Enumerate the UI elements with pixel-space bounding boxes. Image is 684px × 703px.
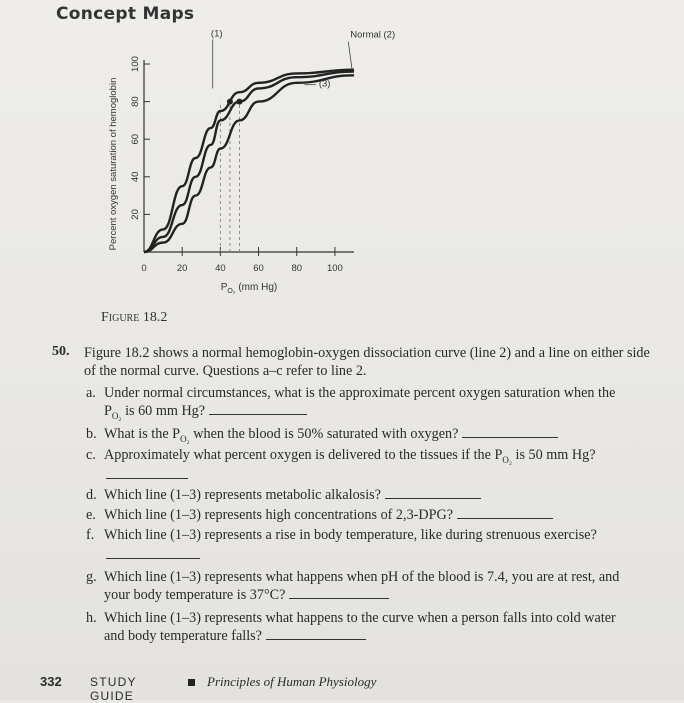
x-axis-label: [221, 282, 278, 295]
question-a-p: P: [104, 403, 112, 419]
question-h-text-2: and body temperature falls?: [104, 628, 262, 644]
x-axis-label-sub: O₂: [227, 288, 236, 295]
question-d-label: d.: [86, 487, 97, 503]
y-tick-label: 40: [130, 171, 141, 183]
y-axis-label: Percent oxygen saturation of hemoglobin: [108, 77, 119, 251]
answer-blank-h[interactable]: [266, 627, 366, 640]
question-c-text-1: Approximately what percent oxygen is delivered to the tissues if the P: [104, 447, 503, 463]
question-a-label: a.: [86, 385, 96, 401]
x-tick-label: 60: [253, 263, 264, 274]
y-tick-label: 100: [130, 56, 141, 72]
question-f: [86, 526, 597, 544]
question-f-label: f.: [86, 527, 95, 543]
figure-caption: [101, 310, 167, 326]
question-a-text-2: is 60 mm Hg?: [121, 403, 206, 419]
question-stem: Figure 18.2 shows a normal hemoglobin-oxygen dissociation curve (line 2) and a line on either side of the normal curve. Questions a–c refer to line 2.: [84, 345, 650, 379]
answer-blank-d[interactable]: [385, 486, 481, 499]
label-leader-2: [348, 42, 352, 70]
curve-normal-2: [144, 72, 354, 252]
question-b-sub: O₂: [180, 433, 190, 444]
x-tick-label: 40: [215, 263, 226, 274]
page-number: 332: [40, 674, 62, 689]
question-c-sub: O₂: [502, 454, 512, 465]
answer-blank-c[interactable]: [106, 478, 188, 479]
question-number: 50.: [52, 344, 70, 359]
question-a-cont: [104, 402, 307, 425]
question-b-text-1: What is the P: [104, 426, 181, 442]
question-b-text-2: when the blood is 50% saturated with oxygen?: [189, 426, 459, 442]
footer-guide-title: STUDY GUIDE: [90, 675, 137, 703]
question-f-text: Which line (1–3) represents a rise in body temperature, like during strenuous exercise?: [104, 527, 597, 543]
question-e-text: Which line (1–3) represents high concentrations of 2,3-DPG?: [104, 507, 454, 523]
question-h-cont: [104, 627, 366, 645]
x-tick-label: 0: [141, 263, 147, 274]
y-tick-label: 60: [130, 133, 141, 145]
question-h-label: h.: [86, 610, 97, 626]
question-g-text-1: Which line (1–3) represents what happens when pH of the blood is 7.4, you are at rest, and: [104, 569, 620, 585]
curve-marker: [227, 99, 233, 105]
question-e: [86, 506, 553, 524]
series-label-1: (1): [210, 28, 223, 40]
question-g-text-2: your body temperature is 37°C?: [104, 587, 286, 603]
question-h-text-1: Which line (1–3) represents what happens to the curve when a person falls into cold water: [104, 610, 616, 626]
x-axis-label-main: P: [220, 282, 228, 293]
question-d: [86, 486, 481, 504]
question-a-sub: O₂: [111, 410, 122, 421]
y-tick-label: 20: [130, 209, 141, 220]
x-tick-label: 100: [326, 263, 343, 274]
question-g: [86, 568, 661, 586]
question-b-label: b.: [86, 426, 97, 442]
answer-blank-a[interactable]: [209, 402, 307, 415]
question-h: [86, 609, 661, 627]
footer-square-icon: [188, 679, 195, 686]
x-axis-label-units: (mm Hg): [235, 282, 278, 293]
question-b: [86, 425, 558, 448]
y-tick-label: 80: [130, 96, 141, 107]
question-c: [86, 446, 596, 469]
question-g-cont: [104, 586, 389, 604]
answer-blank-b[interactable]: [462, 425, 558, 438]
question-e-label: e.: [86, 507, 96, 523]
curve-3: [144, 75, 354, 252]
answer-blank-g[interactable]: [289, 586, 389, 599]
section-title: Concept Maps: [56, 4, 195, 24]
question-g-label: g.: [86, 569, 97, 585]
question-a-text-1: Under normal circumstances, what is the approximate percent oxygen saturation when the: [104, 385, 616, 401]
answer-blank-f[interactable]: [106, 558, 200, 559]
question-a: [86, 384, 656, 402]
question-c-text-2: is 50 mm Hg?: [511, 447, 596, 463]
series-label-2: Normal (2): [350, 29, 396, 41]
answer-blank-e[interactable]: [457, 506, 553, 519]
footer-book-title: Principles of Human Physiology: [207, 674, 377, 689]
x-tick-label: 80: [291, 263, 303, 274]
question-d-text: Which line (1–3) represents metabolic alkalosis?: [104, 487, 381, 503]
oxygen-dissociation-chart: [90, 28, 420, 298]
figure-label: Figure: [101, 310, 140, 325]
figure-number: 18.2: [142, 310, 168, 325]
question-c-label: c.: [86, 447, 96, 463]
x-tick-label: 20: [176, 263, 188, 274]
curve-marker: [236, 99, 242, 105]
series-label-3: (3): [318, 78, 331, 90]
